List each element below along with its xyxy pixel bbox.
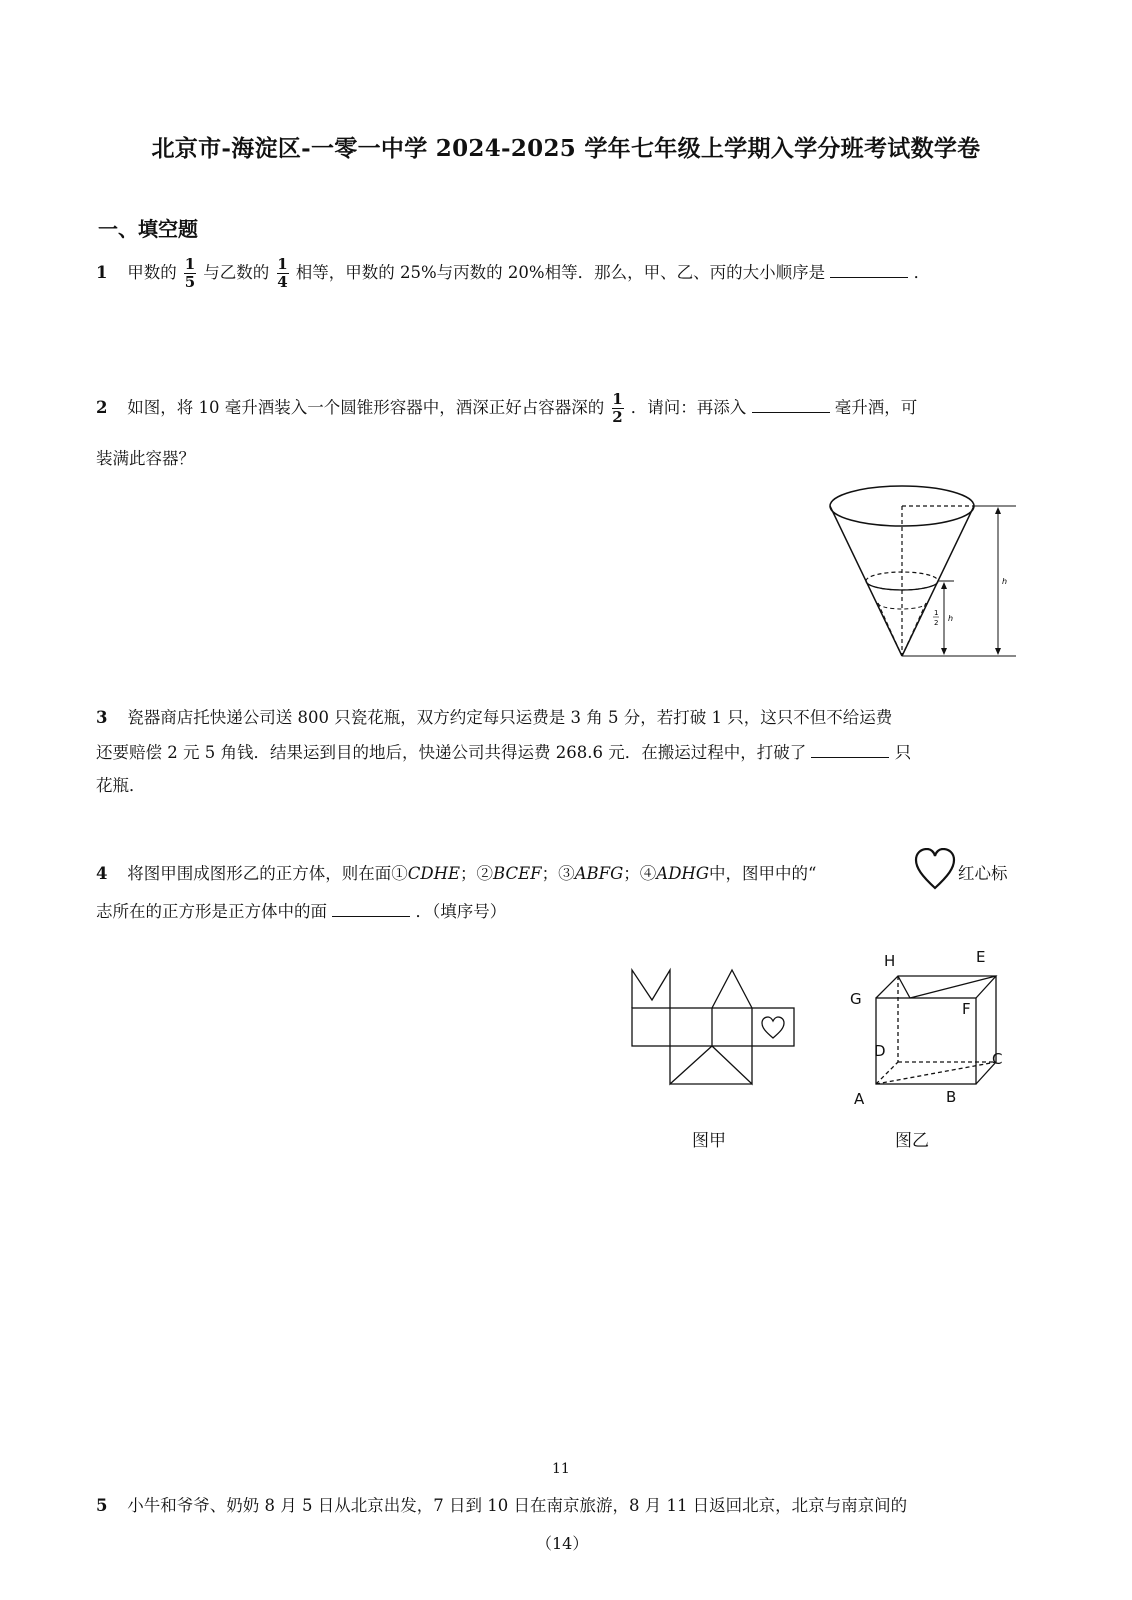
vertex-label-e: E [976,948,986,966]
net-bottom-left-triangle [670,1046,712,1084]
half-label-h: h [948,614,954,623]
face-label: ADHG [656,864,709,883]
cube-diagonal [898,976,910,998]
figure-a-caption: 图甲 [692,1131,726,1151]
inner-dash-right [902,603,926,656]
figure-b-caption: 图乙 [895,1131,929,1151]
cone-figure [820,478,1020,666]
fraction-denominator: 2 [612,408,623,426]
fraction-denominator: 4 [277,273,288,291]
footer-page-number: （14） [536,1534,589,1553]
question-3-line2 [96,739,911,766]
question-number: 4 [96,864,108,883]
question-4-line2 [96,898,506,925]
answer-blank[interactable] [332,898,410,917]
question-text: ．请问：再添入 [630,398,747,417]
vertex-label-g: G [850,990,862,1008]
face-label: CDHE [407,864,461,883]
net-top-triangle [712,970,752,1008]
fraction [277,256,289,291]
vertex-label-d: D [874,1042,886,1060]
fraction-numerator: 1 [612,390,623,408]
question-text: 与乙数的 [203,263,270,282]
question-text: 甲数的 [127,263,177,282]
question-text: ．（填序号） [415,902,507,921]
question-4-cont: 红心标 [958,864,1008,883]
arrow-down-icon [941,648,947,655]
question-1 [96,256,930,291]
question-3-line3: 花瓶． [96,776,146,795]
fraction-denominator: 5 [184,273,196,291]
question-text: ；④ [623,864,657,883]
section-heading-fill-blank: 一、填空题 [98,217,198,241]
cube-front-face [876,998,976,1084]
question-number: 2 [96,398,108,417]
net-bottom-right-triangle [712,1046,752,1084]
net-strip [632,1008,794,1046]
face-label: BCEF [493,864,542,883]
fraction [612,391,624,426]
cube-figure [848,940,1038,1110]
question-number: 1 [96,263,108,282]
arrow-up-icon [941,582,947,589]
cube-top-face [876,976,996,998]
vertex-label-h: H [884,952,896,970]
answer-blank[interactable] [830,259,908,278]
vertex-label-f: F [962,1000,971,1018]
cube-hidden-edge [876,1062,898,1084]
fraction [184,256,196,291]
vertex-label-a: A [854,1090,865,1108]
question-text: 志所在的正方形是正方体中的面 [96,902,327,921]
answer-blank[interactable] [752,394,830,413]
face-label: ABFG [574,864,624,883]
page-mark: 11 [552,1461,570,1477]
question-text: 小牛和爷爷、奶奶 8 月 5 日从北京出发，7 日到 10 日在南京旅游，8 月 11 日返回北京，北京与南京间的 [127,1496,908,1515]
question-text: ；③ [541,864,575,883]
page-title: 北京市-海淀区-一零一中学 2024-2025 学年七年级上学期入学分班考试数学卷 [151,135,981,162]
question-text: ；② [460,864,494,883]
half-label-num: 1 [934,609,939,617]
question-text: 只 [894,743,912,762]
question-text: 还要赔偿 2 元 5 角钱．结果运到目的地后，快递公司共得运费 268.6 元．在搬运过程中，打破了 [96,743,807,762]
arrow-down-icon [995,648,1001,655]
question-text: 将图甲围成图形乙的正方体，则在面① [127,864,408,883]
cube-diagonal [910,976,996,998]
inner-dash-left [878,603,902,656]
question-3 [96,705,892,731]
question-number: 3 [96,708,108,727]
question-text: 中，图甲中的“ [709,864,817,883]
cube-net-figure [628,962,803,1090]
question-2 [96,391,917,426]
heart-icon [762,1017,784,1038]
question-text: 毫升酒，可 [834,398,918,417]
question-5 [96,1493,907,1519]
question-4 [96,861,816,887]
full-label-h: h [1002,577,1008,586]
question-text: ． [913,263,931,282]
fraction-numerator: 1 [277,255,288,273]
question-2-line2: 装满此容器？ [96,449,195,468]
heart-icon [914,848,956,892]
arrow-up-icon [995,507,1001,514]
net-top-left-face [632,970,670,1008]
question-text: 瓷器商店托快递公司送 800 只瓷花瓶，双方约定每只运费是 3 角 5 分，若打破 1 只，这只不但不给运费 [127,708,893,727]
answer-blank[interactable] [811,739,889,758]
vertex-label-c: C [992,1050,1003,1068]
question-number: 5 [96,1496,108,1515]
cube-diagonal [876,1062,996,1084]
half-label-den: 2 [934,619,939,627]
question-text: 相等，甲数的 25%与丙数的 20%相等．那么，甲、乙、丙的大小顺序是 [295,263,826,282]
fraction-numerator: 1 [184,255,196,273]
vertex-label-b: B [946,1088,957,1106]
question-text: 如图，将 10 毫升酒装入一个圆锥形容器中，酒深正好占容器深的 [127,398,605,417]
